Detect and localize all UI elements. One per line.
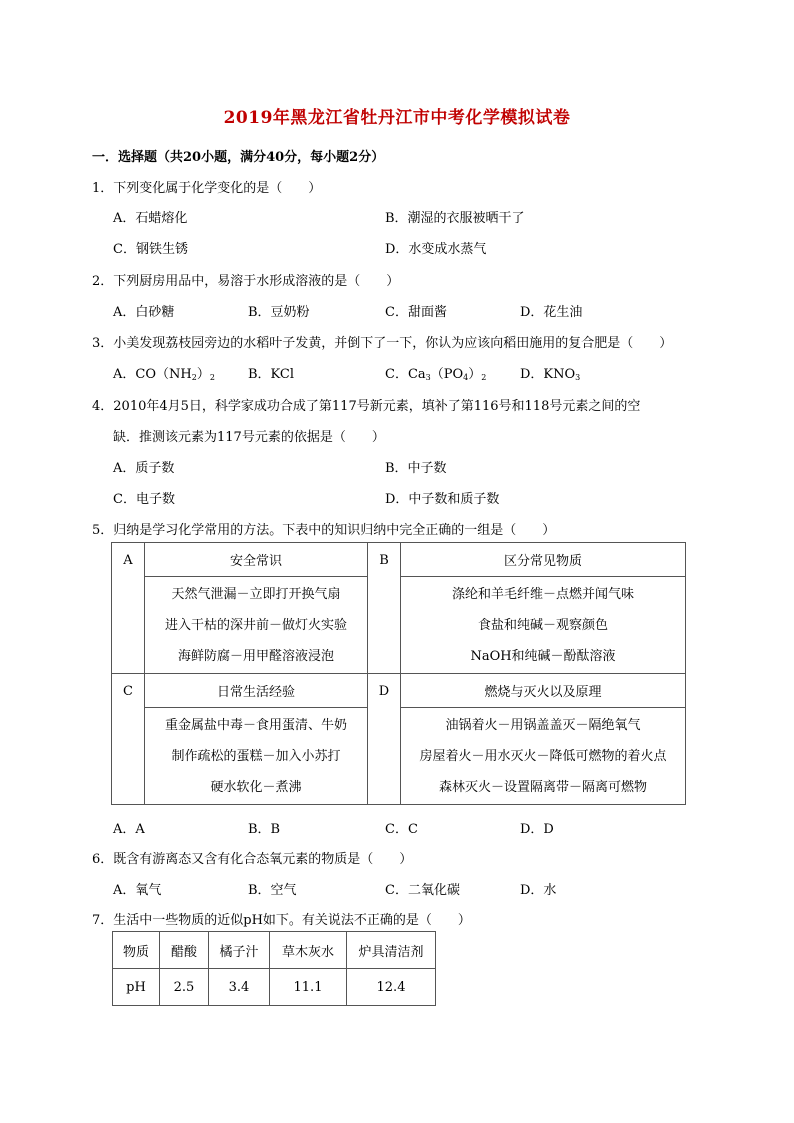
group-a-content — [145, 577, 368, 674]
question-1-stem: 1．下列变化属于化学变化的是（ ） — [92, 181, 322, 196]
ph-table — [112, 931, 436, 1006]
ph-header-cell: 草木灰水 — [270, 932, 347, 969]
q3-option-d: D．$KNO_3$ — [520, 367, 581, 382]
group-d-item: 油锅着火－用锅盖盖灭－隔绝氧气 — [445, 717, 641, 733]
ph-header-cell: 物质 — [113, 932, 160, 969]
group-a-item: 天然气泄漏－立即打开换气扇 — [171, 586, 341, 602]
question-7-stem: 7．生活中一些物质的近似pH如下。有关说法不正确的是（ ） — [92, 913, 471, 928]
q4-option-c: C．电子数 — [113, 492, 175, 507]
group-d-content — [401, 708, 686, 805]
group-a-item: 海鲜防腐－用甲醛溶液浸泡 — [177, 648, 334, 664]
ph-value-cell: 12.4 — [347, 969, 436, 1006]
q1-option-c: C．钢铁生锈 — [113, 242, 188, 257]
q4-option-d: D．中子数和质子数 — [385, 492, 500, 507]
ph-table-header-row — [113, 932, 436, 969]
question-6-stem: 6．既含有游离态又含有化合态氧元素的物质是（ ） — [92, 852, 413, 867]
q3-option-a: A．$CO(NH_2)_2$ — [113, 367, 215, 382]
group-c-item: 重金属盐中毒－食用蛋清、牛奶 — [164, 717, 347, 733]
q5-option-d: D．D — [520, 822, 554, 837]
q2-option-b: B．豆奶粉 — [248, 305, 310, 320]
q4-option-b: B．中子数 — [385, 461, 447, 476]
ph-value-cell: 2.5 — [160, 969, 209, 1006]
q5-option-c: C．C — [385, 822, 418, 837]
group-a-item: 进入干枯的深井前－做灯火实验 — [164, 617, 347, 633]
q2-option-d: D．花生油 — [520, 305, 583, 320]
q5-option-a: A．A — [113, 822, 145, 837]
question-4-stem-line1: 4．2010年4月5日，科学家成功合成了第117号新元素，填补了第116号和118号元素之间的空 — [92, 399, 641, 414]
question-5-stem: 5．归纳是学习化学常用的方法。下表中的知识归纳中完全正确的一组是（ ） — [92, 523, 556, 538]
q6-option-c: C．二氧化碳 — [385, 883, 460, 898]
question-4-stem-line2: 缺．推测该元素为117号元素的依据是（ ） — [113, 430, 385, 445]
group-c-item: 硬水软化－煮沸 — [210, 779, 302, 795]
ph-value-cell: pH — [113, 969, 160, 1006]
group-b-content — [401, 577, 686, 674]
group-b-heading: 区分常见物质 — [401, 543, 686, 577]
group-b-label: B — [368, 543, 401, 674]
question-2-stem: 2．下列厨房用品中，易溶于水形成溶液的是（ ） — [92, 274, 400, 289]
group-b-item: 食盐和纯碱－观察颜色 — [477, 617, 608, 633]
q3-option-b: B．KCl — [248, 367, 295, 382]
knowledge-table — [111, 542, 686, 805]
group-c-item: 制作疏松的蛋糕－加入小苏打 — [171, 748, 341, 764]
q6-option-a: A．氧气 — [113, 883, 162, 898]
group-b-item: NaOH和纯碱－酚酞溶液 — [470, 648, 616, 664]
q5-option-b: B．B — [248, 822, 281, 837]
group-a-heading: 安全常识 — [145, 543, 368, 577]
ph-value-cell: 11.1 — [270, 969, 347, 1006]
group-c-content — [145, 708, 368, 805]
group-c-label: C — [112, 674, 145, 805]
exam-title: 2019年黑龙江省牡丹江市中考化学模拟试卷 — [223, 108, 571, 128]
ph-header-cell: 醋酸 — [160, 932, 209, 969]
q3-option-c: C．$Ca_3(PO_4)_2$ — [385, 367, 487, 382]
q1-option-a: A．石蜡熔化 — [113, 211, 188, 226]
group-d-heading: 燃烧与灭火以及原理 — [401, 674, 686, 708]
ph-header-cell: 炉具清洁剂 — [347, 932, 436, 969]
q2-option-a: A．白砂糖 — [113, 305, 175, 320]
group-d-item: 房屋着火－用水灭火－降低可燃物的着火点 — [419, 748, 667, 764]
ph-value-cell: 3.4 — [209, 969, 270, 1006]
q4-option-a: A．质子数 — [113, 461, 175, 476]
group-b-item: 涤纶和羊毛纤维－点燃并闻气味 — [451, 586, 634, 602]
q6-option-d: D．水 — [520, 883, 557, 898]
question-3-stem: 3．小美发现荔枝园旁边的水稻叶子发黄，并倒下了一下，你认为应该向稻田施用的复合肥是（ ） — [92, 336, 673, 351]
group-d-item: 森林灭火－设置隔离带－隔离可燃物 — [438, 779, 647, 795]
q6-option-b: B．空气 — [248, 883, 297, 898]
q1-option-d: D．水变成水蒸气 — [385, 242, 487, 257]
group-a-label: A — [112, 543, 145, 674]
ph-header-cell: 橘子汁 — [209, 932, 270, 969]
q1-option-b: B．潮湿的衣服被晒干了 — [385, 211, 525, 226]
ph-table-value-row — [113, 969, 436, 1006]
group-d-label: D — [368, 674, 401, 805]
q2-option-c: C．甜面酱 — [385, 305, 447, 320]
section-heading: 一．选择题（共20小题，满分40分，每小题2分） — [92, 150, 385, 165]
group-c-heading: 日常生活经验 — [145, 674, 368, 708]
